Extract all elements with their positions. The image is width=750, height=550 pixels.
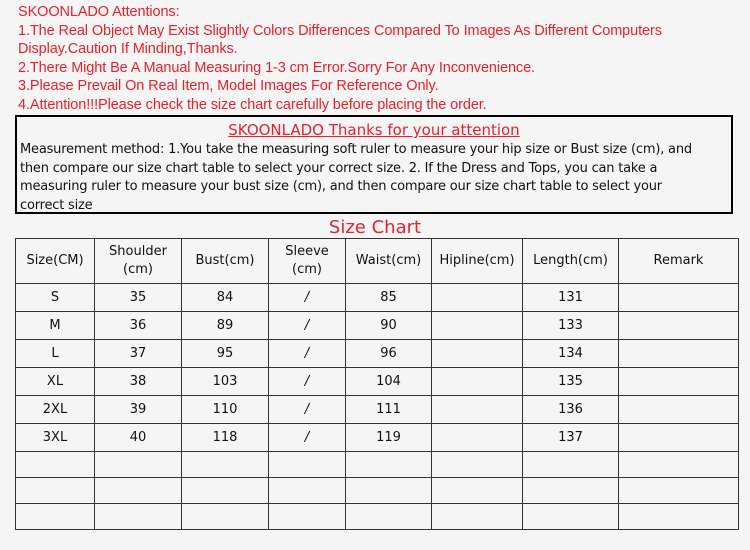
table-cell [432,340,523,368]
table-cell: 3XL [16,424,95,452]
table-cell [619,478,739,504]
table-cell [432,396,523,424]
attention-line: 2.There Might Be A Manual Measuring 1-3 cm Error.Sorry For Any Inconvenience. [18,59,535,76]
size-chart-title: Size Chart [328,217,422,238]
table-cell: 134 [523,340,619,368]
column-header-text: Waist(cm) [355,253,422,268]
table-row [16,368,739,396]
table-cell: 85 [346,284,432,312]
table-cell: / [269,396,346,424]
table-cell: / [269,368,346,396]
table-cell: 40 [95,424,182,452]
column-header [523,239,619,284]
attention-line: 1.The Real Object May Exist Slightly Colors Differences Compared To Images As Different Computers [18,22,662,39]
table-row [16,424,739,452]
table-cell [523,452,619,478]
column-header [269,239,346,284]
table-cell [432,312,523,340]
table-cell [95,478,182,504]
table-cell: 90 [346,312,432,340]
table-cell [432,504,523,530]
empty-table-row [16,452,739,478]
table-body [16,284,739,530]
column-header [619,239,739,284]
table-row [16,284,739,312]
column-header [95,239,182,284]
table-cell: 103 [182,368,269,396]
method-line: then compare our size chart table to select your correct size. 2. If the Dress and Tops, you can take a [20,160,658,176]
table-cell: XL [16,368,95,396]
attention-line: 3.Please Prevail On Real Item, Model Images For Reference Only. [18,78,439,95]
attention-line: SKOONLADO Attentions: [18,4,180,20]
table-cell [619,504,739,530]
table-cell: 110 [182,396,269,424]
table-cell: 95 [182,340,269,368]
table-cell: / [269,312,346,340]
column-header-text: Bust(cm) [195,253,255,268]
table-cell: 135 [523,368,619,396]
attention-line: 4.Attention!!!Please check the size chart carefully before placing the order. [18,96,487,113]
attention-line: Display.Caution If Minding,Thanks. [18,41,238,58]
table-cell [269,478,346,504]
table-cell: 96 [346,340,432,368]
table-cell [182,478,269,504]
column-header-text: Length(cm) [533,253,608,268]
table-cell: 137 [523,424,619,452]
table-cell: 35 [95,284,182,312]
table-cell: 104 [346,368,432,396]
table-cell [619,312,739,340]
table-cell: 118 [182,424,269,452]
table-cell [432,452,523,478]
table-cell [182,504,269,530]
measurement-method-text [17,139,731,215]
table-cell [432,424,523,452]
table-cell: 136 [523,396,619,424]
table-cell [346,452,432,478]
size-chart-table [15,238,739,530]
table-row [16,312,739,340]
table-cell [523,504,619,530]
table-header-row [16,239,739,284]
table-cell [619,340,739,368]
table-cell [16,504,95,530]
column-header [432,239,523,284]
table-cell: 38 [95,368,182,396]
table-cell: 89 [182,312,269,340]
method-line: measuring ruler to measure your bust size (cm), and then compare our size chart table to select your [20,179,662,195]
table-cell [619,368,739,396]
table-cell: / [269,424,346,452]
method-line: correct size [20,197,93,213]
column-header-text: (cm) [292,262,322,277]
table-cell [432,368,523,396]
table-cell [619,452,739,478]
table-cell [432,284,523,312]
table-cell [269,452,346,478]
table-cell: 119 [346,424,432,452]
table-cell [619,424,739,452]
empty-table-row [16,478,739,504]
attentions-notice [18,3,743,115]
table-cell: 36 [95,312,182,340]
table-cell: / [269,284,346,312]
table-cell [182,452,269,478]
column-header-text: (cm) [123,262,153,277]
table-cell: 133 [523,312,619,340]
column-header [346,239,432,284]
table-row [16,340,739,368]
table-cell [523,478,619,504]
table-cell [432,478,523,504]
method-line: Measurement method: 1.You take the measuring soft ruler to measure your hip size or Bust size (cm), and [20,142,692,157]
column-header [182,239,269,284]
table-cell: 39 [95,396,182,424]
column-header-text: Remark [653,253,704,268]
table-cell: L [16,340,95,368]
table-cell [346,504,432,530]
table-cell: 131 [523,284,619,312]
table-cell [16,452,95,478]
column-header-text: Shoulder [109,244,167,259]
thanks-title: SKOONLADO Thanks for your attention [228,121,520,139]
table-row [16,396,739,424]
column-header-text: Hipline(cm) [439,253,515,268]
table-cell [269,504,346,530]
table-cell [95,504,182,530]
column-header-text: Size(CM) [26,253,84,268]
table-cell: S [16,284,95,312]
table-cell [619,284,739,312]
table-cell [16,478,95,504]
column-header [16,239,95,284]
table-cell: M [16,312,95,340]
table-cell: 37 [95,340,182,368]
table-cell: 2XL [16,396,95,424]
measurement-method-box [15,115,733,214]
table-cell [619,396,739,424]
empty-table-row [16,504,739,530]
table-cell: 111 [346,396,432,424]
table-cell: / [269,340,346,368]
table-cell [346,478,432,504]
table-cell [95,452,182,478]
column-header-text: Sleeve [285,244,329,259]
table-cell: 84 [182,284,269,312]
